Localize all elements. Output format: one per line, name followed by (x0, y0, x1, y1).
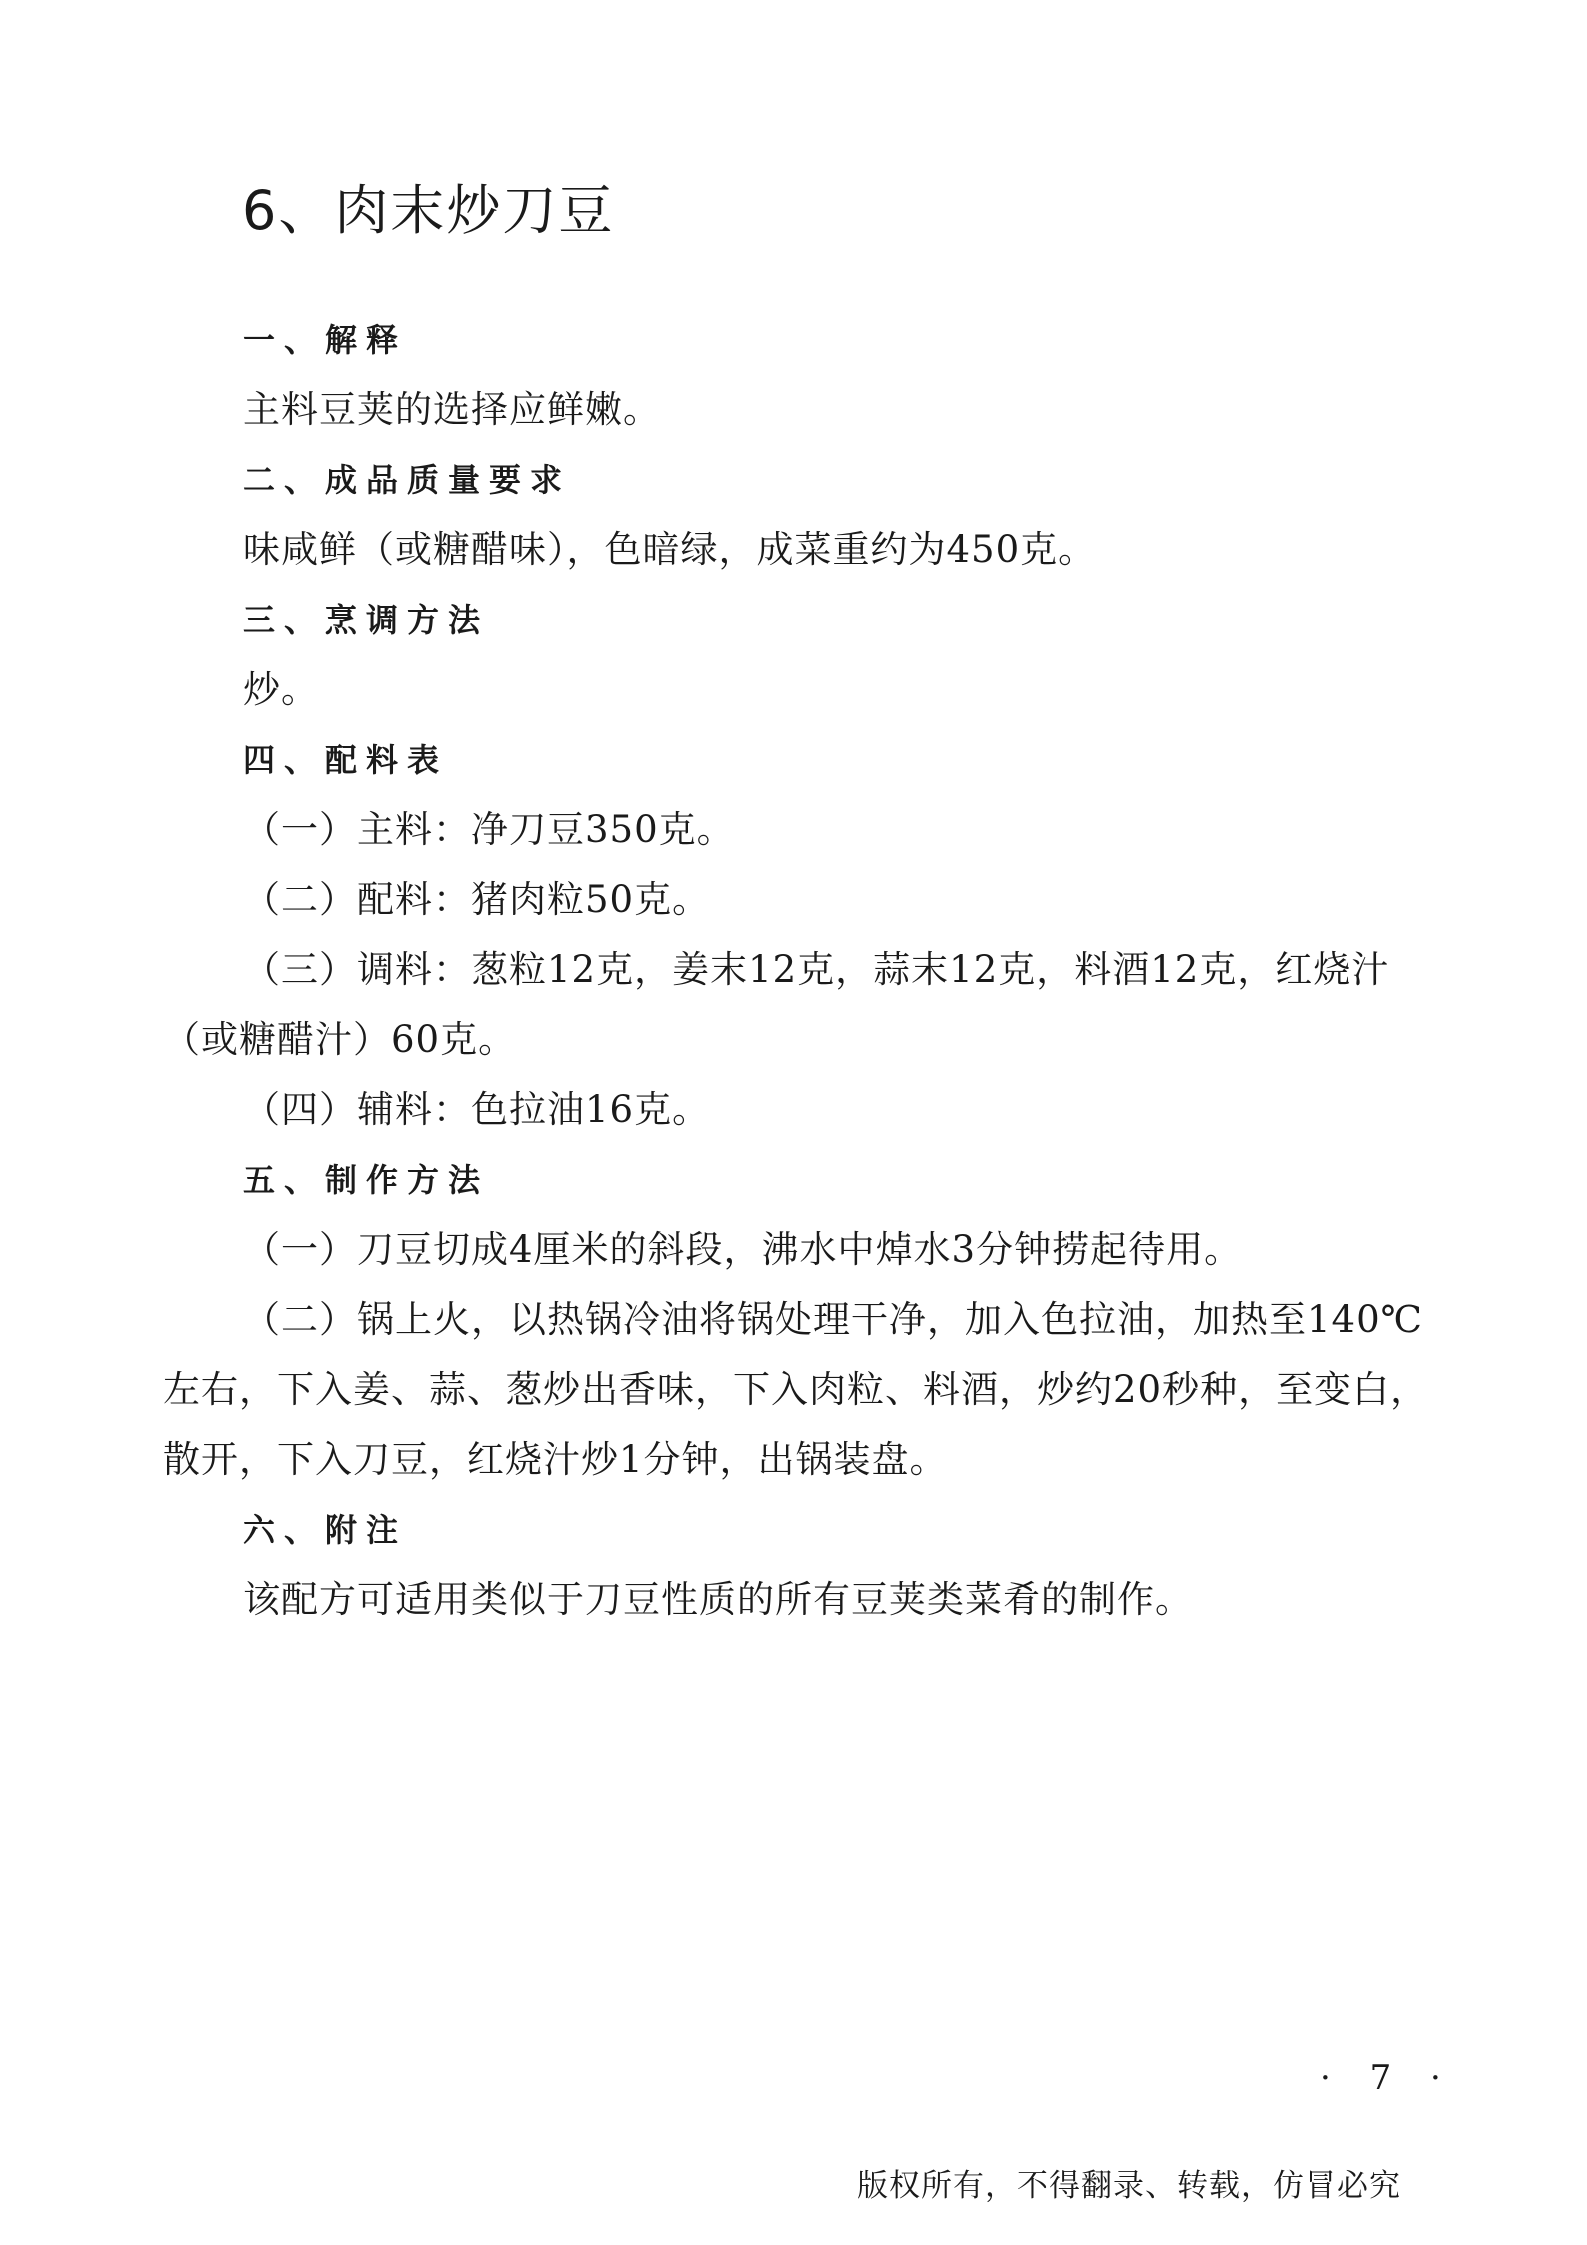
document-body (163, 305, 1433, 1635)
paragraph: （三）调料：葱粒12克，姜末12克，蒜末12克，料酒12克，红烧汁（或糖醋汁）60克。 (163, 948, 1390, 1061)
section-heading: 六、附注 (243, 1511, 408, 1549)
page-number: · 7 · (1320, 2058, 1455, 2098)
section-heading: 二、成品质量要求 (243, 461, 572, 499)
paragraph: 味咸鲜（或糖醋味），色暗绿，成菜重约为450克。 (243, 528, 1097, 571)
paragraph: 主料豆荚的选择应鲜嫩。 (243, 388, 661, 431)
section-heading: 四、配料表 (243, 741, 449, 779)
section-heading: 五、制作方法 (243, 1161, 490, 1199)
paragraph: 该配方可适用类似于刀豆性质的所有豆荚类菜肴的制作。 (243, 1578, 1193, 1621)
paragraph: （一）刀豆切成4厘米的斜段，沸水中焯水3分钟捞起待用。 (243, 1228, 1243, 1271)
paragraph: （二）锅上火，以热锅冷油将锅处理干净，加入色拉油，加热至140℃左右，下入姜、蒜、葱炒出香味，下入肉粒、料酒，炒约20秒种，至变白，散开，下入刀豆，红烧汁炒1分钟，出锅装盘。 (163, 1298, 1429, 1481)
page-title: 6、肉末炒刀豆 (242, 179, 615, 242)
copyright-notice: 版权所有，不得翻录、转载，仿冒必究 (857, 2168, 1401, 2204)
paragraph: （四）辅料：色拉油16克。 (243, 1088, 711, 1131)
paragraph: 炒。 (243, 668, 319, 711)
section-heading: 一、解释 (243, 321, 408, 359)
paragraph: （一）主料：净刀豆350克。 (243, 808, 735, 851)
section-heading: 三、烹调方法 (243, 601, 490, 639)
paragraph: （二）配料：猪肉粒50克。 (243, 878, 711, 921)
